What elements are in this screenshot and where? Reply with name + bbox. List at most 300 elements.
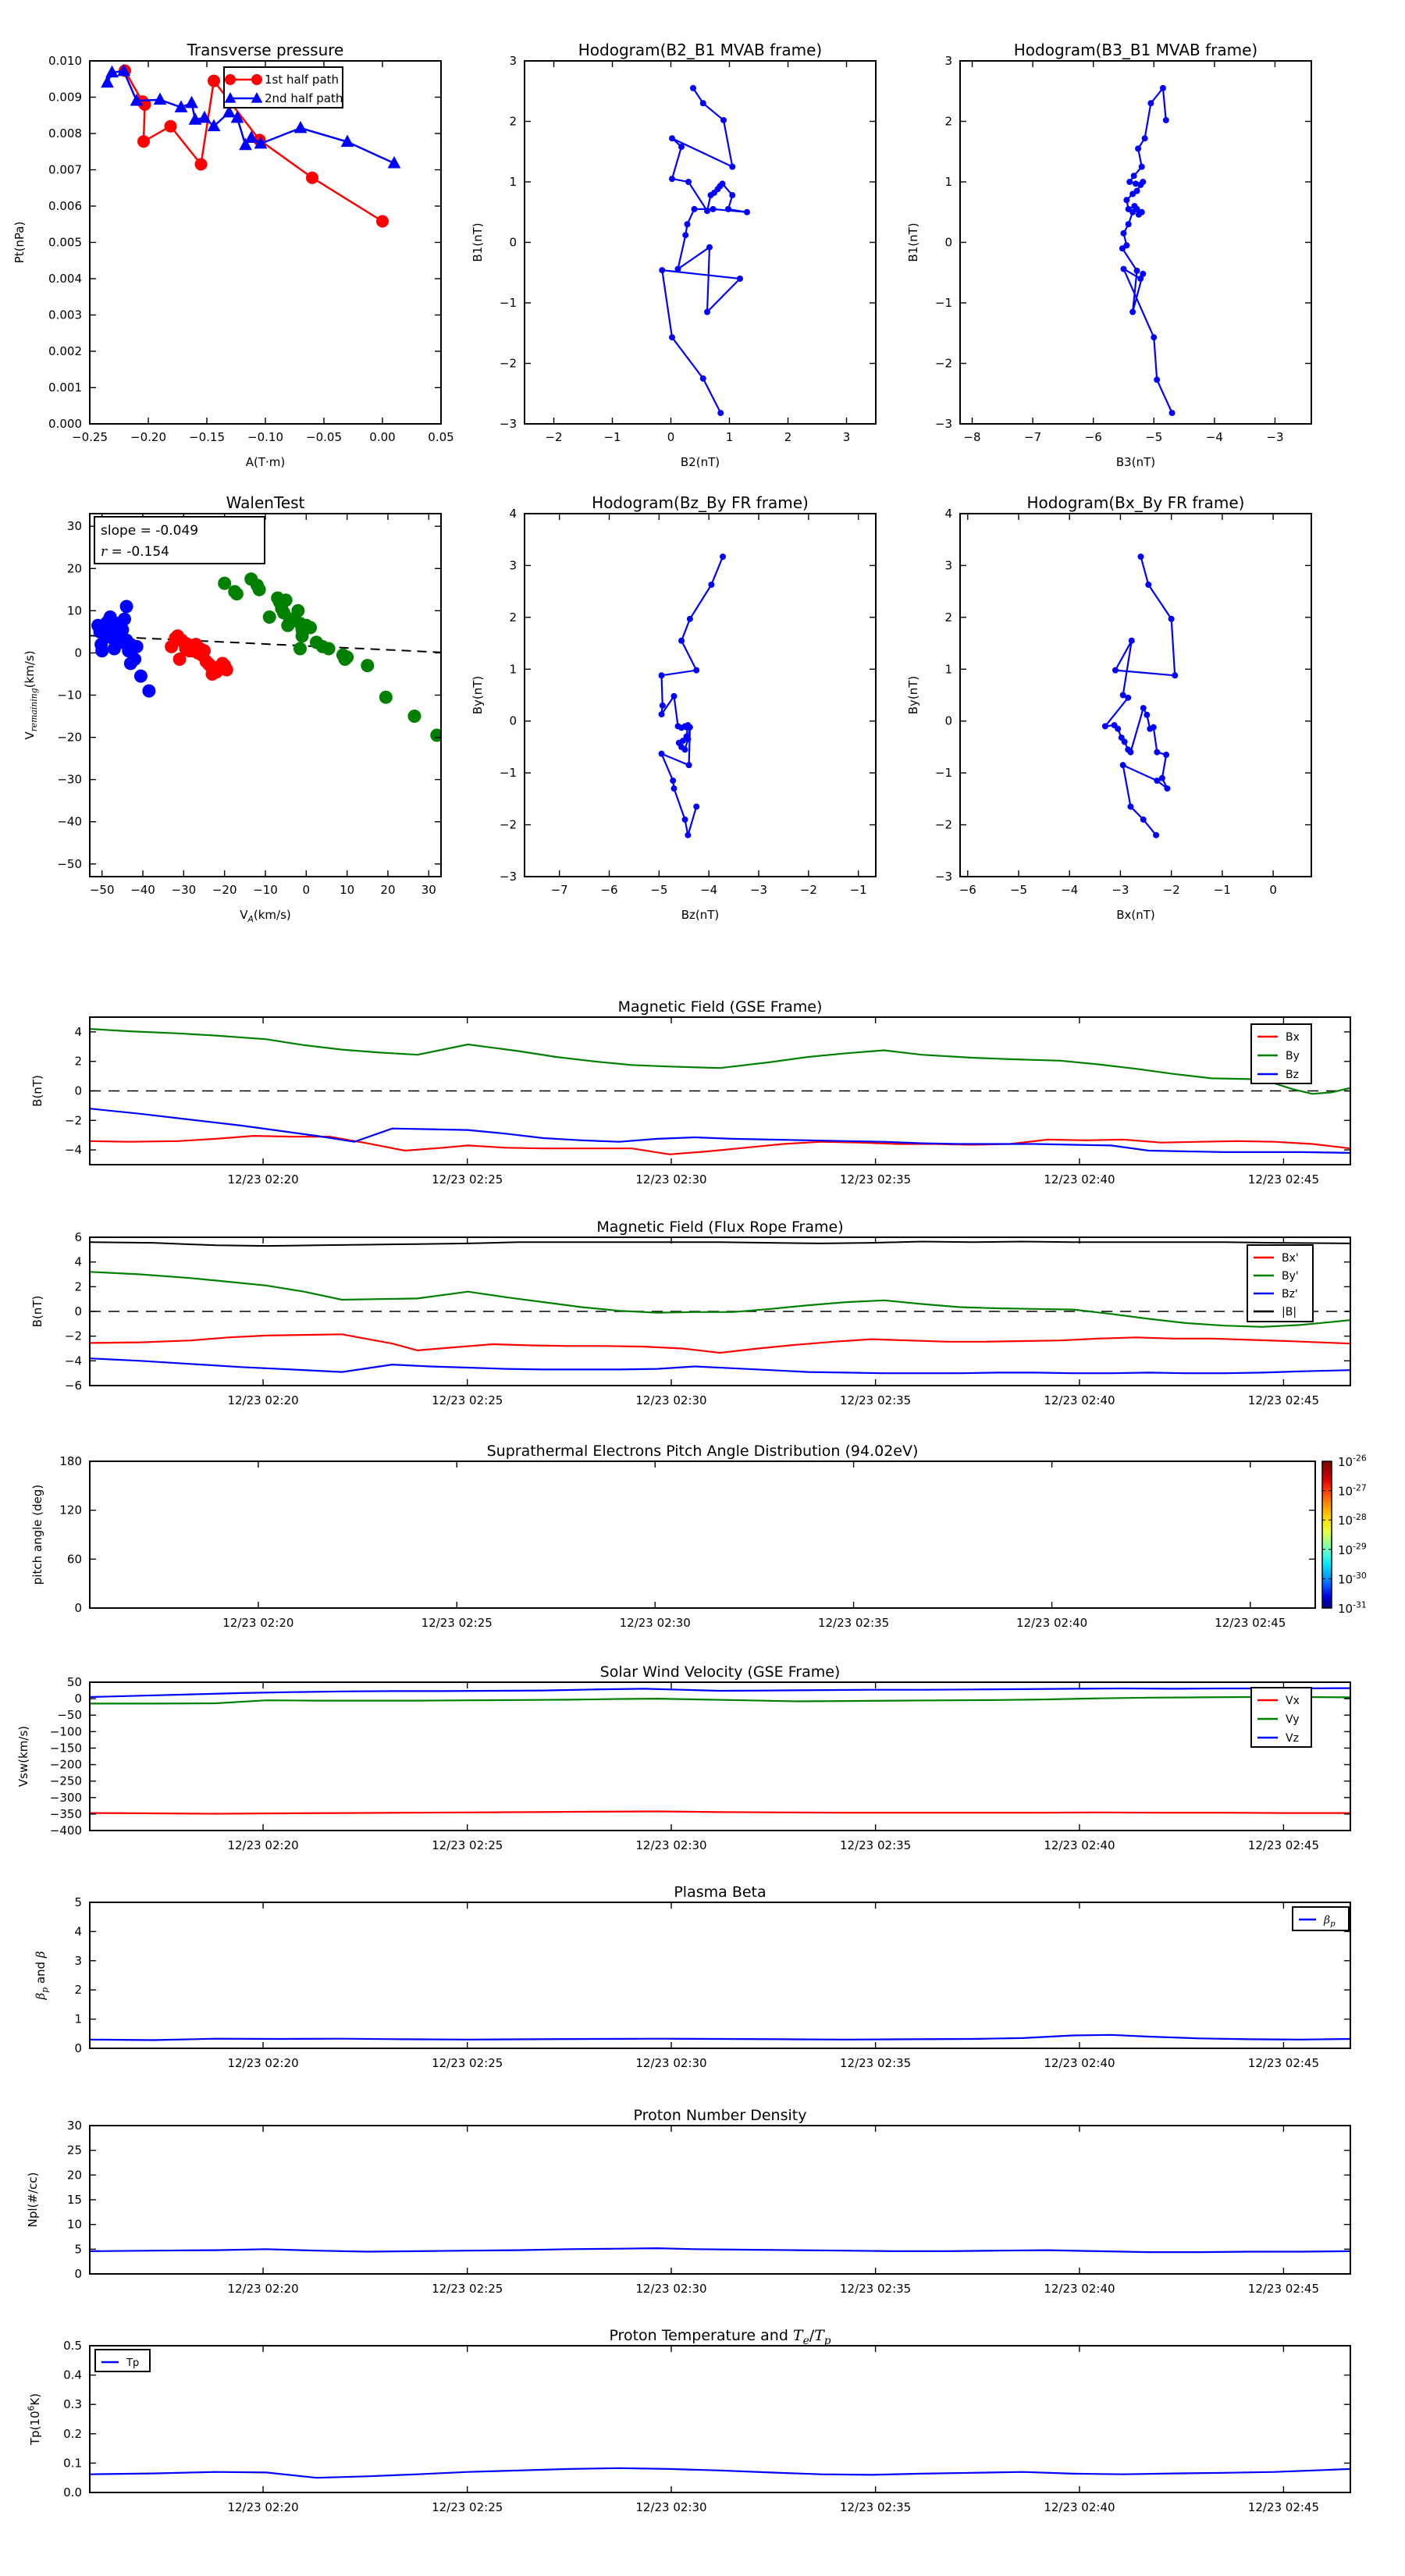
legend-label: 1st half path	[265, 73, 340, 87]
x-tick-label: 12/23 02:45	[1247, 1838, 1320, 1852]
y-axis-label: Vsw(km/s)	[16, 1725, 30, 1788]
x-tick-label: 12/23 02:30	[635, 1393, 707, 1407]
y-tick-label: 0	[74, 1083, 82, 1098]
y-tick-label: 0.007	[48, 162, 82, 177]
plot-title: Magnetic Field (Flux Rope Frame)	[596, 1219, 844, 1236]
x-axis-label: B3(nT)	[1115, 455, 1156, 469]
dot-marker	[1163, 117, 1169, 123]
dot-marker	[682, 232, 688, 238]
dot-marker	[1120, 762, 1126, 768]
plot-area	[90, 1461, 1315, 1608]
dot-marker	[720, 117, 727, 123]
y-tick-label: −20	[57, 730, 82, 745]
x-tick-label: −1	[849, 883, 867, 897]
dot-marker	[690, 85, 696, 91]
legend	[1251, 1024, 1311, 1083]
x-tick-label: 30	[421, 883, 436, 897]
y-axis-label: Npl(#/cc)	[26, 2172, 40, 2228]
y-tick-label: −4	[64, 1354, 82, 1368]
circle-marker	[340, 650, 354, 664]
plot-area	[525, 514, 876, 877]
dot-marker	[1112, 667, 1119, 674]
dot-marker	[669, 176, 675, 182]
x-tick-label: 12/23 02:35	[840, 2500, 912, 2514]
dot-marker	[1140, 179, 1146, 185]
x-tick-label: −3	[1112, 883, 1129, 897]
dot-marker	[1102, 723, 1108, 729]
dot-marker	[670, 785, 677, 792]
legend-label: $\beta_p$	[1324, 1914, 1336, 1929]
y-tick-label: 0.002	[48, 344, 82, 358]
circle-marker	[291, 604, 304, 617]
y-tick-label: −2	[499, 356, 517, 371]
panel-proton-density	[26, 2107, 1350, 2296]
y-axis-label: B(nT)	[30, 1075, 44, 1107]
circle-marker	[195, 158, 208, 171]
dot-marker	[687, 616, 693, 622]
dot-marker	[1134, 188, 1140, 194]
circle-marker	[95, 644, 108, 657]
y-tick-label: 4	[509, 507, 517, 521]
x-tick-label: −3	[749, 883, 768, 897]
annotation-box	[94, 517, 265, 564]
dot-marker	[710, 206, 717, 212]
dot-marker	[1129, 638, 1135, 644]
panel-proton-temperature	[27, 2327, 1350, 2514]
plot-area	[90, 1682, 1350, 1831]
y-tick-label: 5	[74, 2242, 82, 2257]
x-tick-label: 12/23 02:35	[840, 1838, 912, 1852]
legend-frame	[95, 2350, 150, 2371]
y-tick-label: 1	[944, 662, 952, 677]
x-tick-label: −4	[1205, 430, 1223, 444]
y-tick-label: −250	[49, 1774, 82, 1788]
y-tick-label: 0.006	[48, 199, 82, 213]
x-tick-label: −0.25	[72, 430, 108, 444]
circle-marker	[263, 610, 276, 624]
x-tick-label: −4	[1061, 883, 1079, 897]
y-tick-label: 0	[74, 1601, 82, 1615]
dot-marker	[720, 553, 726, 560]
dot-marker	[682, 746, 688, 753]
panel-vsw-gse	[16, 1663, 1350, 1852]
y-tick-label: 3	[509, 54, 517, 68]
x-tick-label: −20	[212, 883, 237, 897]
x-axis-label: A(T·m)	[245, 455, 286, 469]
y-tick-label: 50	[66, 1675, 82, 1689]
y-tick-label: 4	[74, 1254, 82, 1269]
circle-marker	[304, 621, 317, 634]
x-tick-label: 3	[842, 430, 851, 444]
y-tick-label: −400	[49, 1823, 82, 1838]
circle-marker	[322, 642, 336, 656]
y-tick-label: 120	[59, 1503, 82, 1517]
legend-label: By	[1286, 1050, 1300, 1062]
y-tick-label: 10	[66, 603, 82, 618]
dot-marker	[1172, 672, 1178, 678]
y-axis-label: $V_{remaining}(km/s)$	[23, 650, 39, 740]
y-tick-label: −30	[57, 772, 82, 787]
legend	[1293, 1907, 1349, 1930]
y-axis-label: B(nT)	[30, 1295, 44, 1328]
x-tick-label: −4	[700, 883, 718, 897]
circle-marker	[225, 74, 236, 85]
dot-marker	[1123, 197, 1129, 203]
dot-marker	[687, 724, 693, 731]
plot-title: WalenTest	[226, 493, 305, 512]
dot-marker	[1139, 164, 1145, 170]
y-tick-label: −3	[499, 870, 517, 884]
dot-marker	[670, 693, 677, 699]
y-tick-label: −2	[64, 1329, 82, 1343]
plot-area	[960, 61, 1311, 424]
y-tick-label: 4	[944, 507, 952, 521]
x-tick-label: 12/23 02:30	[635, 1172, 707, 1187]
dot-marker	[1122, 738, 1128, 745]
x-tick-label: 12/23 02:25	[432, 2282, 503, 2296]
dot-marker	[717, 410, 724, 416]
y-tick-label: 0.004	[48, 272, 82, 286]
dot-marker	[1131, 173, 1137, 179]
dot-marker	[1151, 334, 1157, 340]
dot-marker	[1131, 203, 1137, 209]
legend-label: Bz	[1286, 1069, 1299, 1081]
circle-marker	[128, 653, 141, 666]
y-tick-label: 30	[66, 2119, 82, 2133]
circle-marker	[208, 75, 220, 87]
panel-hodogram-b2b1	[471, 41, 876, 469]
circle-marker	[379, 691, 393, 704]
y-tick-label: 1	[74, 2012, 82, 2026]
x-tick-label: 12/23 02:20	[227, 2282, 299, 2296]
x-axis-label: B2(nT)	[680, 455, 720, 469]
panel-plasma-beta	[34, 1884, 1350, 2070]
dot-marker	[1153, 832, 1159, 838]
x-tick-label: 12/23 02:35	[817, 1616, 890, 1630]
x-tick-label: 12/23 02:20	[227, 2500, 299, 2514]
dot-marker	[659, 672, 665, 678]
dot-marker	[704, 208, 710, 214]
legend-label: Vy	[1286, 1713, 1300, 1726]
plot-title: Hodogram(Bz_By FR frame)	[592, 493, 809, 512]
plot-area	[525, 61, 876, 424]
y-tick-label: −2	[934, 356, 952, 371]
x-tick-label: 12/23 02:45	[1247, 2282, 1320, 2296]
panel-b-gse	[30, 998, 1350, 1187]
x-tick-label: 0.00	[369, 430, 396, 444]
x-axis-label: Bx(nT)	[1116, 908, 1155, 922]
x-tick-label: −5	[1009, 883, 1028, 897]
y-tick-label: 25	[66, 2143, 82, 2158]
y-tick-label: −6	[64, 1379, 82, 1393]
annotation-line: r = -0.154	[101, 544, 169, 560]
y-tick-label: 1	[944, 175, 952, 189]
dot-marker	[1135, 145, 1141, 151]
x-tick-label: 12/23 02:20	[222, 1616, 294, 1630]
y-tick-label: 15	[66, 2193, 82, 2207]
panel-b-fr	[30, 1219, 1350, 1407]
circle-marker	[218, 577, 231, 590]
y-axis-label: $Tp(10^6K)$	[26, 2393, 42, 2446]
y-tick-label: 20	[66, 561, 82, 576]
y-tick-label: 4	[74, 1024, 82, 1039]
y-tick-label: −2	[64, 1113, 82, 1128]
dot-marker	[659, 751, 665, 757]
x-tick-label: 12/23 02:45	[1247, 2500, 1320, 2514]
y-tick-label: −50	[57, 856, 82, 871]
x-tick-label: 12/23 02:20	[227, 1838, 299, 1852]
x-tick-label: 12/23 02:30	[635, 2282, 707, 2296]
dot-marker	[1126, 206, 1132, 212]
y-tick-label: 0	[74, 2041, 82, 2055]
y-tick-label: 0.005	[48, 235, 82, 250]
x-tick-label: −8	[963, 430, 981, 444]
x-axis-label: $V_A(km/s)$	[240, 908, 291, 924]
circle-marker	[306, 172, 318, 184]
y-tick-label: 1	[509, 175, 517, 189]
y-axis-label: B1(nT)	[906, 222, 920, 262]
dot-marker	[708, 582, 714, 588]
dot-marker	[685, 832, 691, 838]
y-tick-label: 0.010	[48, 54, 82, 68]
dot-marker	[1144, 712, 1150, 718]
x-tick-label: −40	[130, 883, 155, 897]
y-tick-label: 2	[509, 114, 517, 129]
y-tick-label: 0	[74, 2267, 82, 2281]
x-tick-label: 12/23 02:20	[227, 2056, 299, 2070]
plot-title: Magnetic Field (GSE Frame)	[617, 998, 823, 1016]
y-axis-label: By(nT)	[906, 675, 920, 715]
dot-marker	[700, 375, 706, 382]
colorbar-tick-label: $10^{-31}$	[1338, 1599, 1367, 1616]
y-tick-label: −2	[934, 817, 952, 832]
x-tick-label: −6	[600, 883, 618, 897]
y-axis-label: pitch angle (deg)	[30, 1484, 44, 1585]
dot-marker	[686, 762, 692, 768]
y-axis-label: $\beta_p$ and β	[34, 1951, 50, 2000]
dot-marker	[729, 164, 735, 170]
plot-area	[960, 514, 1311, 877]
circle-marker	[142, 685, 155, 698]
circle-marker	[293, 642, 307, 656]
dot-marker	[678, 144, 685, 150]
x-tick-label: 12/23 02:30	[619, 1616, 691, 1630]
x-tick-label: 12/23 02:30	[635, 1838, 707, 1852]
y-tick-label: −2	[499, 817, 517, 832]
dot-marker	[659, 711, 665, 717]
x-tick-label: 12/23 02:40	[1044, 2500, 1115, 2514]
y-tick-label: 0	[74, 1304, 82, 1318]
x-tick-label: 12/23 02:35	[840, 2056, 912, 2070]
colorbar-tick-label: $10^{-29}$	[1338, 1541, 1367, 1557]
dot-marker	[1154, 777, 1160, 784]
y-tick-label: −4	[64, 1143, 82, 1158]
panel-transverse-pressure	[12, 41, 454, 469]
dot-marker	[1127, 803, 1133, 809]
y-tick-label: 30	[66, 519, 82, 534]
x-tick-label: 12/23 02:40	[1044, 1393, 1115, 1407]
dot-marker	[1127, 749, 1133, 756]
y-tick-label: 5	[74, 1895, 82, 1909]
y-tick-label: 3	[509, 558, 517, 573]
x-axis-label: Bz(nT)	[681, 908, 720, 922]
x-tick-label: −2	[799, 883, 817, 897]
x-tick-label: 12/23 02:45	[1247, 2056, 1320, 2070]
x-tick-label: 12/23 02:25	[432, 1172, 503, 1187]
x-tick-label: −0.10	[247, 430, 283, 444]
circle-marker	[376, 215, 389, 228]
legend-label: |B|	[1282, 1306, 1297, 1318]
colorbar-tick-label: $10^{-30}$	[1338, 1571, 1367, 1587]
plot-title: Transverse pressure	[187, 41, 344, 59]
y-tick-label: 3	[74, 1953, 82, 1968]
y-tick-label: 2	[74, 1054, 82, 1069]
dot-marker	[682, 817, 688, 823]
dot-marker	[1136, 212, 1142, 218]
x-tick-label: −2	[545, 430, 563, 444]
legend-label: Vz	[1286, 1732, 1299, 1745]
legend-label: Tp	[126, 2357, 140, 2369]
dot-marker	[1120, 266, 1126, 272]
x-tick-label: 12/23 02:45	[1215, 1616, 1286, 1630]
y-tick-label: −40	[57, 814, 82, 829]
x-tick-label: 0	[1269, 883, 1277, 897]
y-tick-label: −1	[499, 296, 517, 310]
x-tick-label: −1	[603, 430, 621, 444]
dot-marker	[1140, 705, 1147, 711]
y-tick-label: 0	[944, 713, 952, 728]
dot-marker	[692, 206, 698, 212]
dot-marker	[1138, 553, 1144, 560]
x-tick-label: 1	[725, 430, 734, 444]
y-tick-label: −3	[934, 870, 952, 884]
y-tick-label: −1	[499, 766, 517, 781]
y-tick-label: 2	[944, 610, 952, 624]
dot-marker	[1126, 221, 1132, 227]
circle-marker	[230, 587, 244, 600]
y-tick-label: −10	[57, 688, 82, 703]
x-tick-label: −5	[650, 883, 668, 897]
x-tick-label: 12/23 02:25	[432, 1393, 503, 1407]
dot-marker	[1164, 785, 1170, 792]
legend-frame	[1247, 1245, 1313, 1322]
y-tick-label: 3	[944, 558, 952, 573]
dot-marker	[1134, 268, 1140, 274]
y-tick-label: 0.3	[63, 2397, 82, 2412]
x-tick-label: 12/23 02:35	[840, 1393, 912, 1407]
x-tick-label: −6	[1084, 430, 1102, 444]
dot-marker	[1126, 179, 1133, 185]
dot-marker	[670, 777, 676, 784]
plot-title: Hodogram(B2_B1 MVAB frame)	[578, 41, 823, 59]
panel-hodogram-b3b1	[906, 41, 1311, 469]
x-tick-label: 12/23 02:30	[635, 2056, 707, 2070]
x-tick-label: 2	[784, 430, 792, 444]
dot-marker	[659, 267, 665, 273]
y-tick-label: 0.001	[48, 380, 82, 395]
dot-marker	[1151, 724, 1157, 731]
dot-marker	[1140, 817, 1147, 823]
circle-marker	[134, 670, 148, 683]
dot-marker	[669, 135, 675, 141]
dot-marker	[693, 803, 699, 809]
x-tick-label: 20	[380, 883, 396, 897]
x-tick-label: −0.05	[306, 430, 342, 444]
plot-title: Hodogram(B3_B1 MVAB frame)	[1013, 41, 1258, 59]
y-tick-label: −300	[49, 1790, 82, 1805]
annotation-line: slope = -0.049	[101, 523, 199, 539]
colorbar-tick-label: $10^{-26}$	[1338, 1453, 1367, 1469]
x-tick-label: 12/23 02:40	[1044, 2282, 1115, 2296]
x-tick-label: 0.05	[428, 430, 454, 444]
y-tick-label: 0.003	[48, 308, 82, 322]
circle-marker	[118, 613, 131, 626]
circle-marker	[220, 664, 233, 677]
legend-label: Bz'	[1282, 1288, 1298, 1300]
dot-marker	[1169, 410, 1176, 416]
panel-hodogram-bxby	[906, 493, 1311, 922]
y-tick-label: 2	[509, 610, 517, 624]
y-tick-label: −1	[934, 766, 952, 781]
x-tick-label: 10	[340, 883, 355, 897]
colorbar-gradient	[1322, 1461, 1332, 1608]
y-tick-label: 0.008	[48, 126, 82, 141]
panel-hodogram-bzby	[471, 493, 876, 922]
dot-marker	[1168, 616, 1175, 622]
x-tick-label: −0.15	[189, 430, 225, 444]
dot-marker	[685, 179, 692, 185]
y-tick-label: 0.009	[48, 90, 82, 105]
panel-pitch-angle	[30, 1443, 1367, 1630]
x-tick-label: 12/23 02:40	[1016, 1616, 1088, 1630]
legend-label: By'	[1282, 1270, 1299, 1283]
plot-title: Solar Wind Velocity (GSE Frame)	[599, 1663, 841, 1681]
dot-marker	[678, 638, 685, 644]
x-tick-label: 12/23 02:20	[227, 1172, 299, 1187]
x-tick-label: 12/23 02:35	[840, 2282, 912, 2296]
x-tick-label: −7	[550, 883, 568, 897]
y-tick-label: −200	[49, 1757, 82, 1772]
y-tick-label: 180	[59, 1454, 82, 1468]
legend-label: Vx	[1286, 1695, 1300, 1707]
dot-marker	[1160, 85, 1166, 91]
colorbar-tick-label: $10^{-27}$	[1338, 1482, 1367, 1499]
y-tick-label: 0.0	[63, 2485, 82, 2500]
dot-marker	[1142, 135, 1148, 141]
panel-walen-test	[23, 493, 443, 924]
dot-marker	[700, 100, 706, 106]
circle-marker	[251, 74, 262, 85]
dot-marker	[675, 266, 681, 272]
plot-area	[90, 61, 441, 424]
y-tick-label: −3	[934, 417, 952, 431]
dot-marker	[706, 244, 713, 251]
y-tick-label: −350	[49, 1806, 82, 1821]
y-axis-label: Pt(nPa)	[12, 221, 27, 264]
plot-title: Proton Temperature and $T_e/T_p$	[609, 2327, 831, 2347]
plot-title: Plasma Beta	[674, 1884, 767, 1901]
y-tick-label: 2	[74, 1279, 82, 1294]
y-tick-label: 4	[74, 1924, 82, 1939]
dot-marker	[737, 276, 743, 282]
x-tick-label: 12/23 02:25	[432, 1838, 503, 1852]
x-tick-label: −1	[1213, 883, 1231, 897]
circle-marker	[137, 135, 150, 148]
dot-marker	[1133, 180, 1139, 187]
dot-marker	[1125, 695, 1131, 701]
dot-marker	[1115, 726, 1121, 732]
legend	[95, 2350, 150, 2371]
